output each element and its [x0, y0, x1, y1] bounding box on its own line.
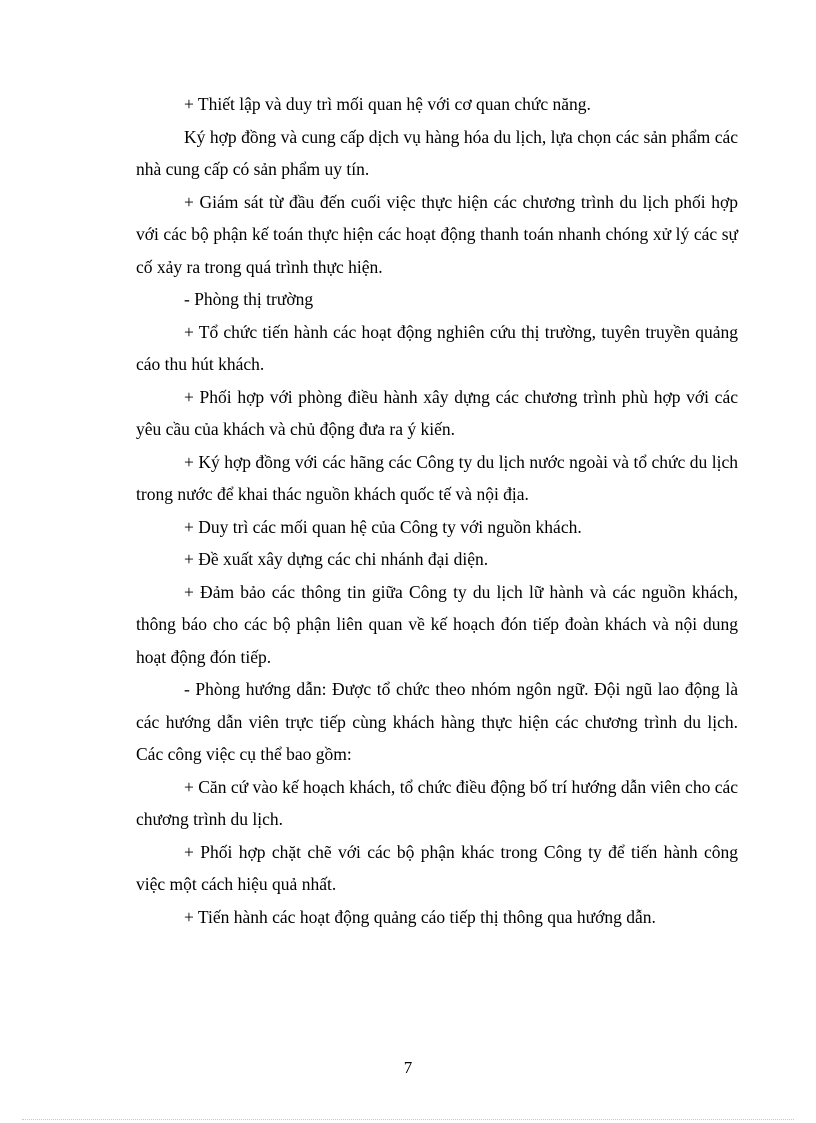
paragraph-9: + Đề xuất xây dựng các chi nhánh đại diện.: [184, 549, 489, 569]
paragraph-2: Ký hợp đồng và cung cấp dịch vụ hàng hóa du lịch, lựa chọn các sản phẩm các nhà cung cấp có sản phẩm uy tín.: [136, 126, 738, 179]
paragraph-10: + Đảm bảo các thông tin giữa Công ty du lịch lữ hành và các nguồn khách, thông báo cho các bộ phận liên quan về kế hoạch đón tiếp đoàn khách và nội dung hoạt động đón tiếp.: [136, 581, 738, 667]
paragraph-5: + Tổ chức tiến hành các hoạt động nghiên cứu thị trường, tuyên truyền quảng cáo thu hút khách.: [136, 321, 738, 374]
paragraph-6: + Phối hợp với phòng điều hành xây dựng các chương trình phù hợp với các yêu cầu của khách và chủ động đưa ra ý kiến.: [136, 386, 738, 439]
paragraph-8: + Duy trì các mối quan hệ của Công ty với nguồn khách.: [184, 516, 582, 537]
paragraph-7: + Ký hợp đồng với các hãng các Công ty du lịch nước ngoài và tổ chức du lịch trong nước để khai thác nguồn khách quốc tế và nội địa.: [136, 451, 738, 504]
paragraph-1: + Thiết lập và duy trì mối quan hệ với cơ quan chức năng.: [184, 94, 591, 114]
paragraph-14: + Tiến hành các hoạt động quảng cáo tiếp thị thông qua hướng dẫn.: [184, 906, 656, 927]
paragraph-3: + Giám sát từ đầu đến cuối việc thực hiện các chương trình du lịch phối hợp với các bộ phận kế toán thực hiện các hoạt động thanh toán nhanh chóng xử lý các sự cố xảy ra trong quá trình thực hiện.: [136, 191, 738, 277]
paragraph-13: + Phối hợp chặt chẽ với các bộ phận khác trong Công ty để tiến hành công việc một cách hiệu quả nhất.: [136, 841, 738, 894]
page-number: 7: [403, 1058, 413, 1077]
paragraph-11: - Phòng hướng dẫn: Được tổ chức theo nhóm ngôn ngữ. Đội ngũ lao động là các hướng dẫn viên trực tiếp cùng khách hàng thực hiện các chương trình du lịch. Các công việc cụ thể bao gồm:: [136, 679, 738, 764]
paragraph-12: + Căn cứ vào kế hoạch khách, tổ chức điều động bố trí hướng dẫn viên cho các chương trình du lịch.: [136, 776, 738, 829]
paragraph-4: - Phòng thị trường: [184, 289, 314, 309]
page-body: [136, 88, 738, 933]
page-bottom-divider: [22, 1119, 794, 1120]
